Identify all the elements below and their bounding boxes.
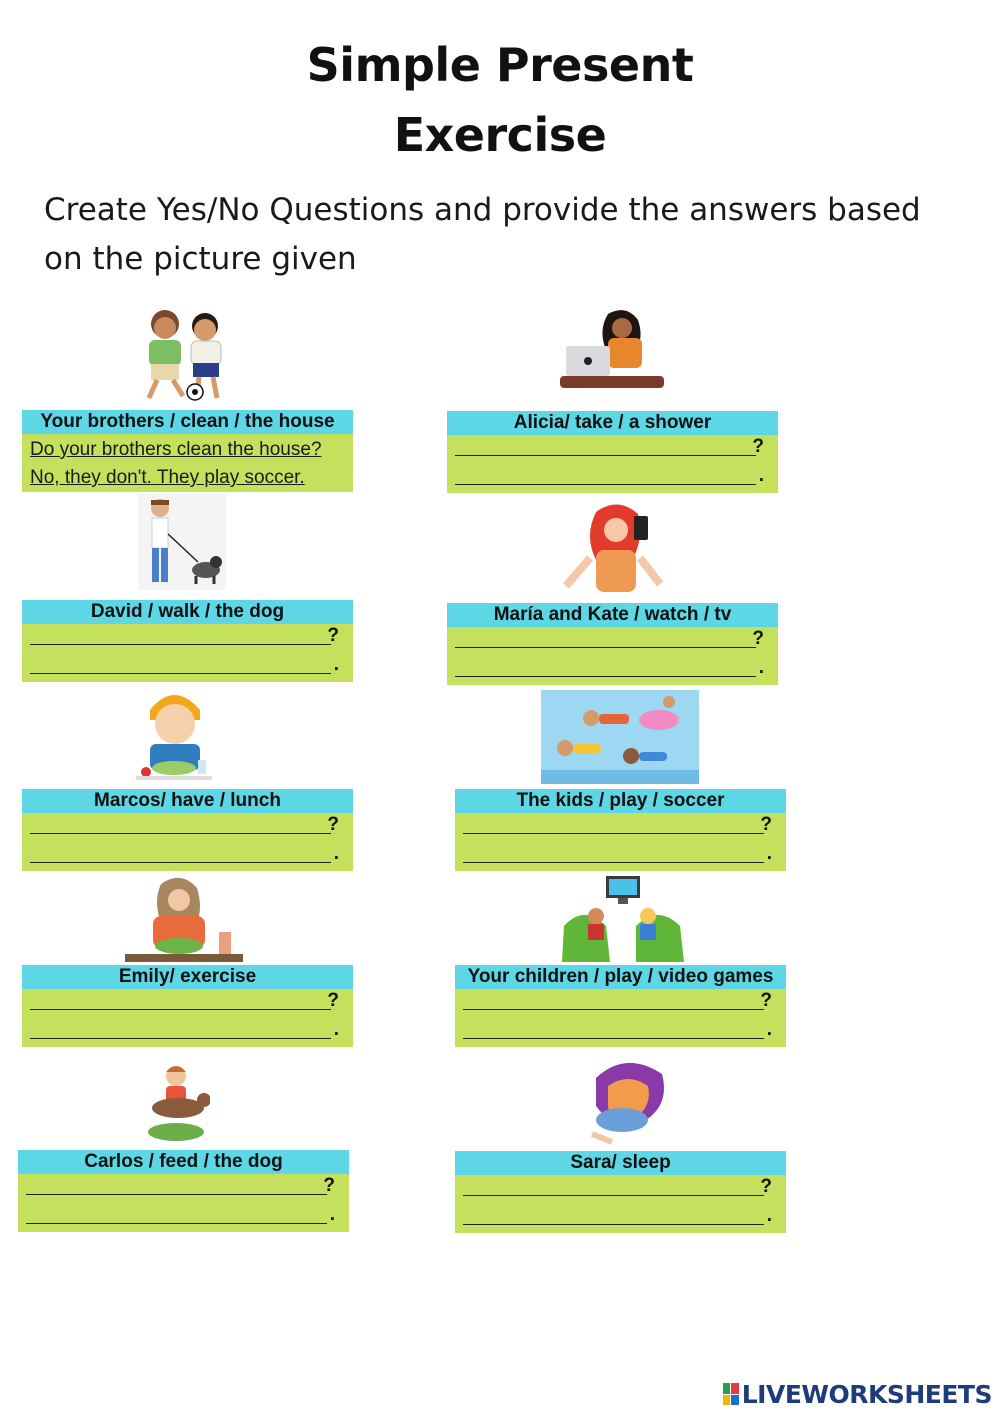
instructions: Create Yes/No Questions and provide the answers based on the picture given [44, 192, 921, 277]
question-answer-line[interactable] [455, 647, 756, 648]
question-answer-line[interactable] [30, 1009, 331, 1010]
answer-line[interactable] [455, 484, 756, 485]
card-answer-area [22, 434, 353, 492]
exercise-card [18, 1150, 349, 1232]
logo-mark-icon [723, 1383, 739, 1405]
example-question: Do your brothers clean the house? [30, 439, 322, 460]
card-answer-area [447, 627, 778, 685]
question-answer-line[interactable] [30, 644, 331, 645]
question-mark: ? [327, 814, 339, 835]
question-answer-line[interactable] [463, 1195, 764, 1196]
period-mark: . [333, 654, 339, 675]
period-mark: . [766, 843, 772, 864]
answer-line[interactable] [463, 1038, 764, 1039]
page-title: Simple Present [306, 38, 694, 92]
card-prompt: Sara/ sleep [455, 1151, 786, 1175]
card-answer-area [455, 813, 786, 871]
card-answer-area [22, 624, 353, 682]
question-answer-line[interactable] [463, 833, 764, 834]
question-answer-line[interactable] [463, 1009, 764, 1010]
answer-line[interactable] [30, 1038, 331, 1039]
girl-laptop-icon [556, 306, 668, 392]
exercise-card [447, 603, 778, 685]
boy-with-dog-icon [142, 1064, 210, 1144]
example-answer: No, they don't. They play soccer. [30, 467, 305, 488]
card-answer-area [22, 989, 353, 1047]
boys-soccer-icon [135, 306, 235, 404]
liveworksheets-logo [723, 1380, 992, 1408]
exercise-card [22, 410, 353, 492]
question-answer-line[interactable] [455, 455, 756, 456]
kids-swimming-icon [541, 690, 699, 784]
girl-sleeping-icon [582, 1058, 670, 1146]
answer-line[interactable] [30, 673, 331, 674]
card-answer-area [455, 1175, 786, 1233]
period-mark: . [758, 657, 764, 678]
kids-video-games-icon [560, 876, 686, 966]
exercise-card [455, 789, 786, 871]
period-mark: . [766, 1019, 772, 1040]
period-mark: . [758, 465, 764, 486]
girl-phone-icon [560, 502, 678, 598]
answer-line[interactable] [26, 1223, 327, 1224]
logo-text: LIVEWORKSHEETS [741, 1379, 992, 1409]
exercise-card [22, 789, 353, 871]
card-prompt: Emily/ exercise [22, 965, 353, 989]
question-answer-line[interactable] [30, 833, 331, 834]
card-answer-area [18, 1174, 349, 1232]
period-mark: . [766, 1205, 772, 1226]
question-mark: ? [760, 1176, 772, 1197]
boy-eating-icon [136, 688, 212, 782]
card-prompt: Marcos/ have / lunch [22, 789, 353, 813]
question-mark: ? [327, 625, 339, 646]
period-mark: . [329, 1204, 335, 1225]
card-answer-area [447, 435, 778, 493]
exercise-card [447, 411, 778, 493]
card-prompt: Your children / play / video games [455, 965, 786, 989]
card-prompt: David / walk / the dog [22, 600, 353, 624]
question-mark: ? [760, 814, 772, 835]
card-answer-area [455, 989, 786, 1047]
card-prompt: Carlos / feed / the dog [18, 1150, 349, 1174]
card-prompt: Your brothers / clean / the house [22, 410, 353, 434]
man-walking-dog-icon [138, 494, 226, 590]
card-prompt: María and Kate / watch / tv [447, 603, 778, 627]
card-answer-area [22, 813, 353, 871]
question-mark: ? [327, 990, 339, 1011]
question-mark: ? [752, 628, 764, 649]
answer-line[interactable] [463, 1224, 764, 1225]
period-mark: . [333, 843, 339, 864]
answer-line[interactable] [463, 862, 764, 863]
exercise-card [22, 965, 353, 1047]
answer-line[interactable] [30, 862, 331, 863]
exercise-card [455, 965, 786, 1047]
exercise-card [22, 600, 353, 682]
period-mark: . [333, 1019, 339, 1040]
page-subtitle: Exercise [393, 108, 607, 162]
exercise-card [455, 1151, 786, 1233]
card-prompt: Alicia/ take / a shower [447, 411, 778, 435]
question-mark: ? [323, 1175, 335, 1196]
woman-eating-salad-icon [125, 874, 243, 966]
question-mark: ? [760, 990, 772, 1011]
question-mark: ? [752, 436, 764, 457]
question-answer-line[interactable] [26, 1194, 327, 1195]
answer-line[interactable] [455, 676, 756, 677]
card-prompt: The kids / play / soccer [455, 789, 786, 813]
